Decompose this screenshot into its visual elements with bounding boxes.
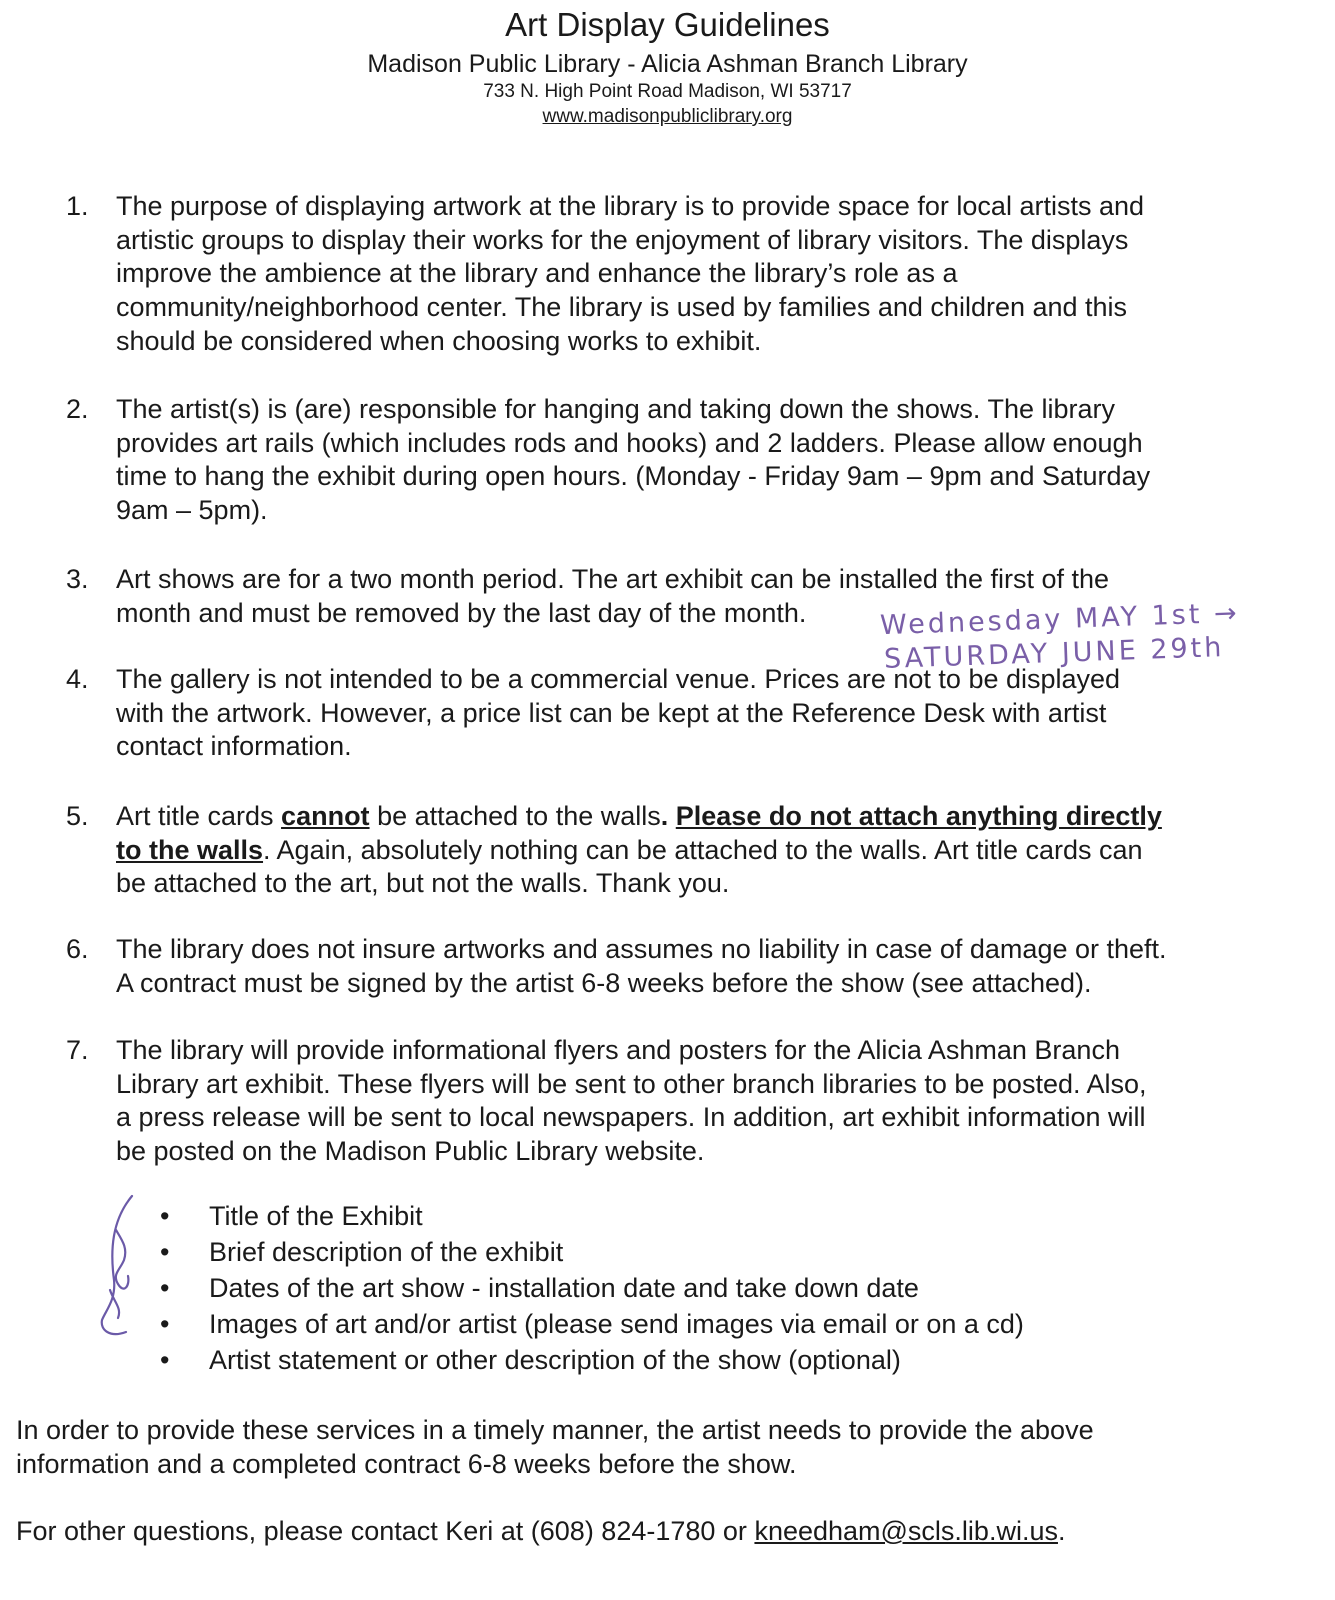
list-item: [0, 1198, 1335, 1234]
list-item: [0, 1270, 1335, 1306]
item-number: 7.: [66, 1035, 89, 1065]
bullet-icon: •: [160, 1237, 170, 1267]
closing-line-2: information and a completed contract 6-8 weeks before the show.: [16, 1449, 797, 1479]
list-item-text: Title of the Exhibit: [209, 1201, 423, 1231]
list-item: [0, 1342, 1335, 1378]
contact-email-link[interactable]: kneedham@scls.lib.wi.us: [754, 1516, 1058, 1546]
bullet-icon: •: [160, 1309, 170, 1339]
library-name: Madison Public Library - Alicia Ashman Branch Library: [367, 50, 968, 78]
contact-suffix: .: [1057, 1516, 1066, 1546]
item-line: [116, 800, 1162, 833]
list-item-text: Brief description of the exhibit: [209, 1237, 564, 1267]
item-line: community/neighborhood center. The library is used by families and children and this: [116, 292, 1128, 322]
text-segment: Art title cards: [116, 801, 282, 831]
item-line: [116, 834, 1143, 867]
emphasis-to-the-walls: to the walls: [116, 835, 264, 865]
item-line: Library art exhibit. These flyers will be sent to other branch libraries to be posted. Also,: [116, 1069, 1147, 1099]
item-line: contact information.: [116, 731, 352, 761]
item-line: The purpose of displaying artwork at the library is to provide space for local artists and: [116, 191, 1145, 221]
item-line: A contract must be signed by the artist 6-8 weeks before the show (see attached).: [116, 968, 1092, 998]
handwritten-note-line-2: SATURDAY JUNE 29th: [883, 632, 1225, 675]
list-item-text: Dates of the art show - installation date and take down date: [209, 1273, 919, 1303]
text-segment: . Again, absolutely nothing can be attached to the walls. Art title cards can: [263, 835, 1143, 865]
bullet-icon: •: [160, 1201, 170, 1231]
item-line: The library does not insure artworks and assumes no liability in case of damage or theft.: [116, 934, 1167, 964]
item-line: The library will provide informational flyers and posters for the Alicia Ashman Branch: [116, 1035, 1120, 1065]
bullet-icon: •: [160, 1273, 170, 1303]
emphasis-cannot: cannot: [281, 801, 370, 831]
contact-line: [16, 1515, 1065, 1548]
text-segment: be attached to the walls: [369, 801, 661, 831]
list-item-text: Images of art and/or artist (please send images via email or on a cd): [209, 1309, 1024, 1339]
item-line: 9am – 5pm).: [116, 495, 268, 525]
list-item-text: Artist statement or other description of the show (optional): [209, 1345, 901, 1375]
item-line: Art shows are for a two month period. The art exhibit can be installed the first of the: [116, 564, 1110, 594]
item-line: time to hang the exhibit during open hours. (Monday - Friday 9am – 9pm and Saturday: [116, 461, 1151, 491]
item-line: with the artwork. However, a price list can be kept at the Reference Desk with artist: [116, 698, 1107, 728]
contact-text: For other questions, please contact Keri at (608) 824-1780 or: [16, 1516, 755, 1546]
item-line: be posted on the Madison Public Library website.: [116, 1136, 705, 1166]
library-address: 733 N. High Point Road Madison, WI 53717: [483, 81, 852, 102]
bullet-icon: •: [160, 1345, 170, 1375]
closing-line-1: In order to provide these services in a timely manner, the artist needs to provide the above: [16, 1415, 1094, 1445]
item-number: 5.: [66, 801, 89, 831]
item-line: improve the ambience at the library and enhance the library’s role as a: [116, 258, 958, 288]
list-item: [0, 1306, 1335, 1342]
item-line: The artist(s) is (are) responsible for hanging and taking down the shows. The library: [116, 394, 1115, 424]
item-line: provides art rails (which includes rods and hooks) and 2 ladders. Please allow enough: [116, 428, 1143, 458]
text-segment: .: [660, 801, 676, 831]
emphasis-do-not-attach: Please do not attach anything directly: [675, 801, 1162, 831]
item-number: 6.: [66, 934, 89, 964]
item-number: 2.: [66, 394, 89, 424]
document-title: Art Display Guidelines: [505, 6, 830, 43]
item-line: be attached to the art, but not the walls. Thank you.: [116, 868, 730, 898]
item-number: 4.: [66, 664, 89, 694]
item-number: 1.: [66, 191, 89, 221]
item-line: month and must be removed by the last day of the month.: [116, 598, 807, 628]
item-line: The gallery is not intended to be a commercial venue. Prices are not to be displayed: [116, 664, 1121, 694]
item-line: a press release will be sent to local newspapers. In addition, art exhibit information will: [116, 1102, 1146, 1132]
item-line: should be considered when choosing works to exhibit.: [116, 326, 762, 356]
item-line: artistic groups to display their works for the enjoyment of library visitors. The displays: [116, 225, 1129, 255]
website-link-wrapper: [0, 106, 1335, 128]
handwritten-note-line-1: Wednesday MAY 1st →: [879, 597, 1241, 642]
list-item: [0, 1234, 1335, 1270]
website-link[interactable]: www.madisonpubliclibrary.org: [542, 106, 793, 127]
item-number: 3.: [66, 564, 89, 594]
